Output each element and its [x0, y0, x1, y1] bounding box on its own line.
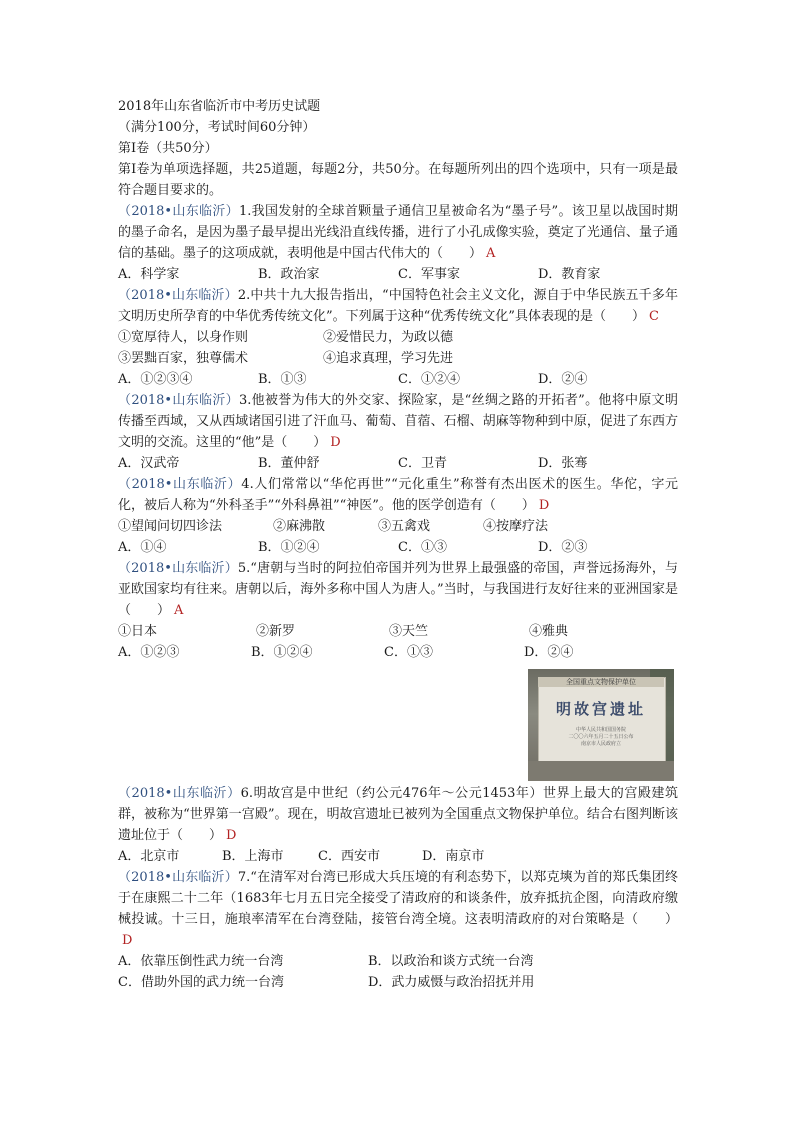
option: C．西安市	[318, 849, 380, 864]
stele-main-text: 明故宫遗址	[555, 700, 646, 718]
options-row	[118, 642, 678, 663]
question-stem: 7.“在清军对台湾已形成大兵压境的有利态势下，以郑克塽为首的郑氏集团终于在康熙二十二年（1683年七月五日完全接受了清政府的和谈条件，放弃抵抗企图，向清政府缴械投诚。十三日，施琅率清军在台湾登陆，接管台湾全境。这表明清政府的对台策略是（ ）	[118, 870, 678, 927]
statement-item: ①望闻问切四诊法	[118, 519, 223, 534]
question-stem: 2.中共十九大报告指出，“中国特色社会主义文化，源自于中华民族五千多年文明历史所孕育的中华优秀传统文化”。下列属于这种“优秀传统文化”具体表现的是（ ）	[118, 288, 678, 324]
question-source: （2018•山东临沂）	[118, 786, 241, 801]
question-source: （2018•山东临沂）	[118, 870, 238, 885]
part-heading: 第Ⅰ卷（共50分）	[118, 141, 218, 156]
question-7	[118, 867, 678, 951]
option: B．①③	[258, 372, 307, 387]
stele-base	[528, 761, 674, 781]
question-stem: 5.“唐朝与当时的阿拉伯帝国并列为世界上最强盛的帝国，声誉远扬海外，与亚欧国家均有往来。唐朝以后，海外多称中国人为唐人。”当时，与我国进行友好往来的亚洲国家是（ ）	[118, 561, 678, 618]
ming-palace-ruins-photo	[528, 669, 674, 781]
question-4	[118, 474, 678, 516]
stele-footer-line: 南京市人民政府立	[580, 741, 621, 747]
question-1	[118, 201, 678, 264]
statement-item: ④雅典	[529, 624, 569, 639]
exam-subtitle: （满分100分，考试时间60分钟）	[118, 120, 316, 135]
items-row	[118, 348, 678, 369]
answer-key: A	[174, 603, 184, 618]
option: D．张骞	[538, 456, 588, 471]
stele-slab	[538, 677, 666, 763]
answer-key: D	[226, 828, 237, 843]
question-3	[118, 390, 678, 453]
statement-item: ③天竺	[389, 624, 429, 639]
statement-item: ④按摩疗法	[483, 519, 549, 534]
option: C．①②④	[398, 372, 460, 387]
items-row	[118, 516, 678, 537]
options-row	[118, 537, 678, 558]
stele-footer-text	[528, 727, 674, 748]
option: A．依靠压倒性武力统一台湾	[118, 954, 284, 969]
question-stem: 4.人们常常以“华佗再世”“元化重生”称誉有杰出医术的医生。华佗，字元化，被后人称为“外科圣手”“外科鼻祖”“神医”。他的医学创造有（ ）	[118, 477, 678, 513]
statement-item: ②麻沸散	[273, 519, 326, 534]
stele-footer-line: 二〇〇六年五月二十五日公布	[568, 734, 634, 740]
question-source: （2018•山东临沂）	[118, 288, 238, 303]
question-source: （2018•山东临沂）	[118, 561, 238, 576]
option: A．汉武帝	[118, 456, 180, 471]
statement-item: ①宽厚待人，以身作则	[118, 330, 249, 345]
option: A．①②③④	[118, 372, 193, 387]
options-row	[118, 951, 678, 972]
exam-page	[118, 96, 678, 993]
statement-item: ②新罗	[256, 624, 296, 639]
option: D．武力威慑与政治招抚并用	[368, 975, 535, 990]
option: C．借助外国的武力统一台湾	[118, 975, 284, 990]
statement-item: ④追求真理，学习先进	[323, 351, 454, 366]
option: D．教育家	[538, 267, 601, 282]
option: A．科学家	[118, 267, 180, 282]
question-source: （2018•山东临沂）	[118, 393, 239, 408]
items-row	[118, 621, 678, 642]
question-6	[118, 783, 678, 846]
option: D．南京市	[422, 849, 485, 864]
option: D．②③	[538, 540, 588, 555]
option: B．政治家	[258, 267, 320, 282]
answer-key: C	[648, 309, 659, 324]
answer-key: D	[538, 498, 550, 513]
options-row	[118, 369, 678, 390]
options-row	[118, 846, 678, 867]
options-row	[118, 453, 678, 474]
question-2	[118, 285, 678, 327]
option: B．①②④	[251, 645, 313, 660]
option: C．①③	[398, 540, 447, 555]
option: B．董仲舒	[258, 456, 320, 471]
option: B．上海市	[222, 849, 284, 864]
items-row	[118, 327, 678, 348]
statement-item: ①日本	[118, 624, 158, 639]
statement-item: ③五禽戏	[378, 519, 431, 534]
question-5	[118, 558, 678, 621]
stele-header-text: 全国重点文物保护单位	[566, 678, 636, 686]
question-source: （2018•山东临沂）	[118, 204, 239, 219]
exam-title: 2018年山东省临沂市中考历史试题	[118, 99, 321, 114]
answer-key: D	[122, 933, 133, 948]
option: C．卫青	[398, 456, 447, 471]
answer-key: D	[330, 435, 341, 450]
instructions: 第Ⅰ卷为单项选择题，共25道题，每题2分，共50分。在每题所列出的四个选项中，只有一项是最符合题目要求的。	[118, 162, 678, 198]
question-source: （2018•山东临沂）	[118, 477, 242, 492]
option: A．①②③	[118, 645, 180, 660]
options-row	[118, 264, 678, 285]
stele-footer-line: 中华人民共和国国务院	[575, 727, 626, 733]
options-row	[118, 972, 678, 993]
option: D．②④	[538, 372, 588, 387]
option: B．以政治和谈方式统一台湾	[368, 954, 534, 969]
option: B．①②④	[258, 540, 320, 555]
statement-item: ③罢黜百家，独尊儒术	[118, 351, 249, 366]
answer-key: A	[486, 246, 496, 261]
option: C．①③	[384, 645, 433, 660]
question-stem: 6.明故宫是中世纪（约公元476年～公元1453年）世界上最大的宫殿建筑群，被称为“世界第一宫殿”。现在，明故宫遗址已被列为全国重点文物保护单位。结合右图判断该遗址位于（ ）	[118, 786, 678, 843]
question-stem: 3.他被誉为伟大的外交家、探险家，是“丝绸之路的开拓者”。他将中原文明传播至西域，又从西域诸国引进了汗血马、葡萄、苜蓿、石榴、胡麻等物种到中原，促进了东西方文明的交流。这里的“他”是（ ）	[118, 393, 678, 450]
option: A．北京市	[118, 849, 180, 864]
question-stem: 1.我国发射的全球首颗量子通信卫星被命名为“墨子号”。该卫星以战国时期的墨子命名，是因为墨子最早提出光线沿直线传播，进行了小孔成像实验，奠定了光通信、量子通信的基础。墨子的这项成就，表明他是中国古代伟大的（ ）	[118, 204, 678, 261]
option: C．军事家	[398, 267, 460, 282]
option: D．②④	[524, 645, 574, 660]
option: A．①④	[118, 540, 167, 555]
statement-item: ②爱惜民力，为政以德	[323, 330, 454, 345]
